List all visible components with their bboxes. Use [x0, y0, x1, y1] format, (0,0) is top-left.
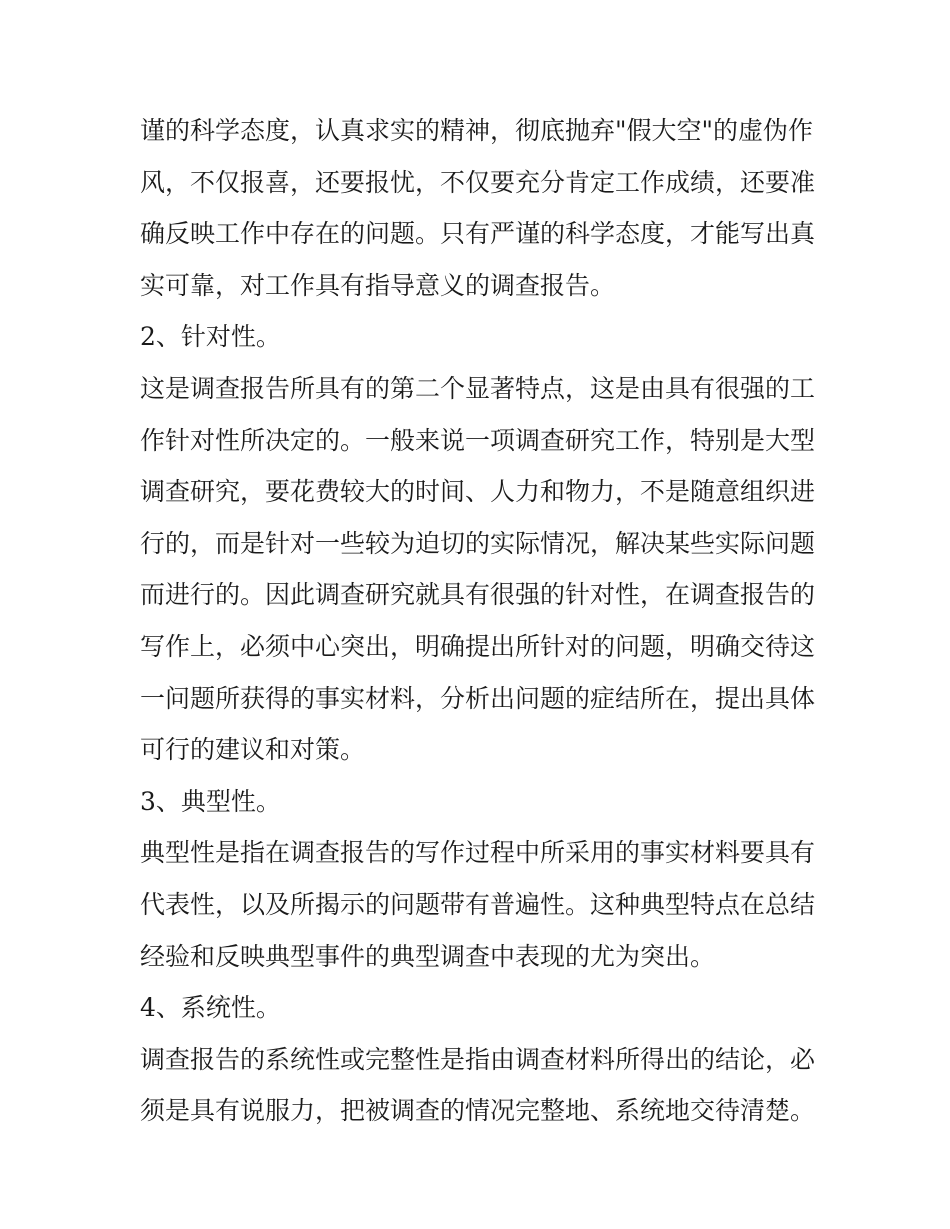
document-body [140, 105, 820, 1137]
text-line: 而进行的。因此调查研究就具有很强的针对性，在调查报告的 [140, 580, 816, 610]
text-line: 作针对性所决定的。一般来说一项调查研究工作，特别是大型 [140, 425, 816, 455]
text-line: 调查研究，要花费较大的时间、人力和物力，不是随意组织进 [140, 477, 816, 507]
text-line: 写作上，必须中心突出，明确提出所针对的问题，明确交待这 [140, 631, 816, 661]
text-line: 实可靠，对工作具有指导意义的调查报告。 [140, 270, 616, 300]
text-line: 谨的科学态度，认真求实的精神，彻底抛弃"假大空"的虚伪作 [140, 116, 814, 145]
text-line: 确反映工作中存在的问题。只有严谨的科学态度，才能写出真 [140, 219, 816, 249]
text-line: 须是具有说服力，把被调查的情况完整地、系统地交待清楚。 [140, 1096, 816, 1126]
text-line: 可行的建议和对策。 [140, 735, 366, 765]
section-heading: 4、系统性。 [140, 993, 281, 1023]
section-heading: 2、针对性。 [140, 322, 281, 352]
text-line: 这是调查报告所具有的第二个显著特点，这是由具有很强的工 [140, 373, 816, 403]
text-line: 代表性，以及所揭示的问题带有普遍性。这种典型特点在总结 [140, 889, 816, 919]
text-line: 典型性是指在调查报告的写作过程中所采用的事实材料要具有 [140, 838, 816, 868]
text-line: 行的，而是针对一些较为迫切的实际情况，解决某些实际问题 [140, 528, 816, 558]
section-heading: 3、典型性。 [140, 786, 281, 816]
text-line: 风，不仅报喜，还要报忧，不仅要充分肯定工作成绩，还要准 [140, 167, 816, 197]
text-line: 经验和反映典型事件的典型调查中表现的尤为突出。 [140, 941, 716, 971]
text-line: 调查报告的系统性或完整性是指由调查材料所得出的结论，必 [140, 1044, 816, 1074]
text-line: 一问题所获得的事实材料，分析出问题的症结所在，提出具体 [140, 683, 816, 713]
